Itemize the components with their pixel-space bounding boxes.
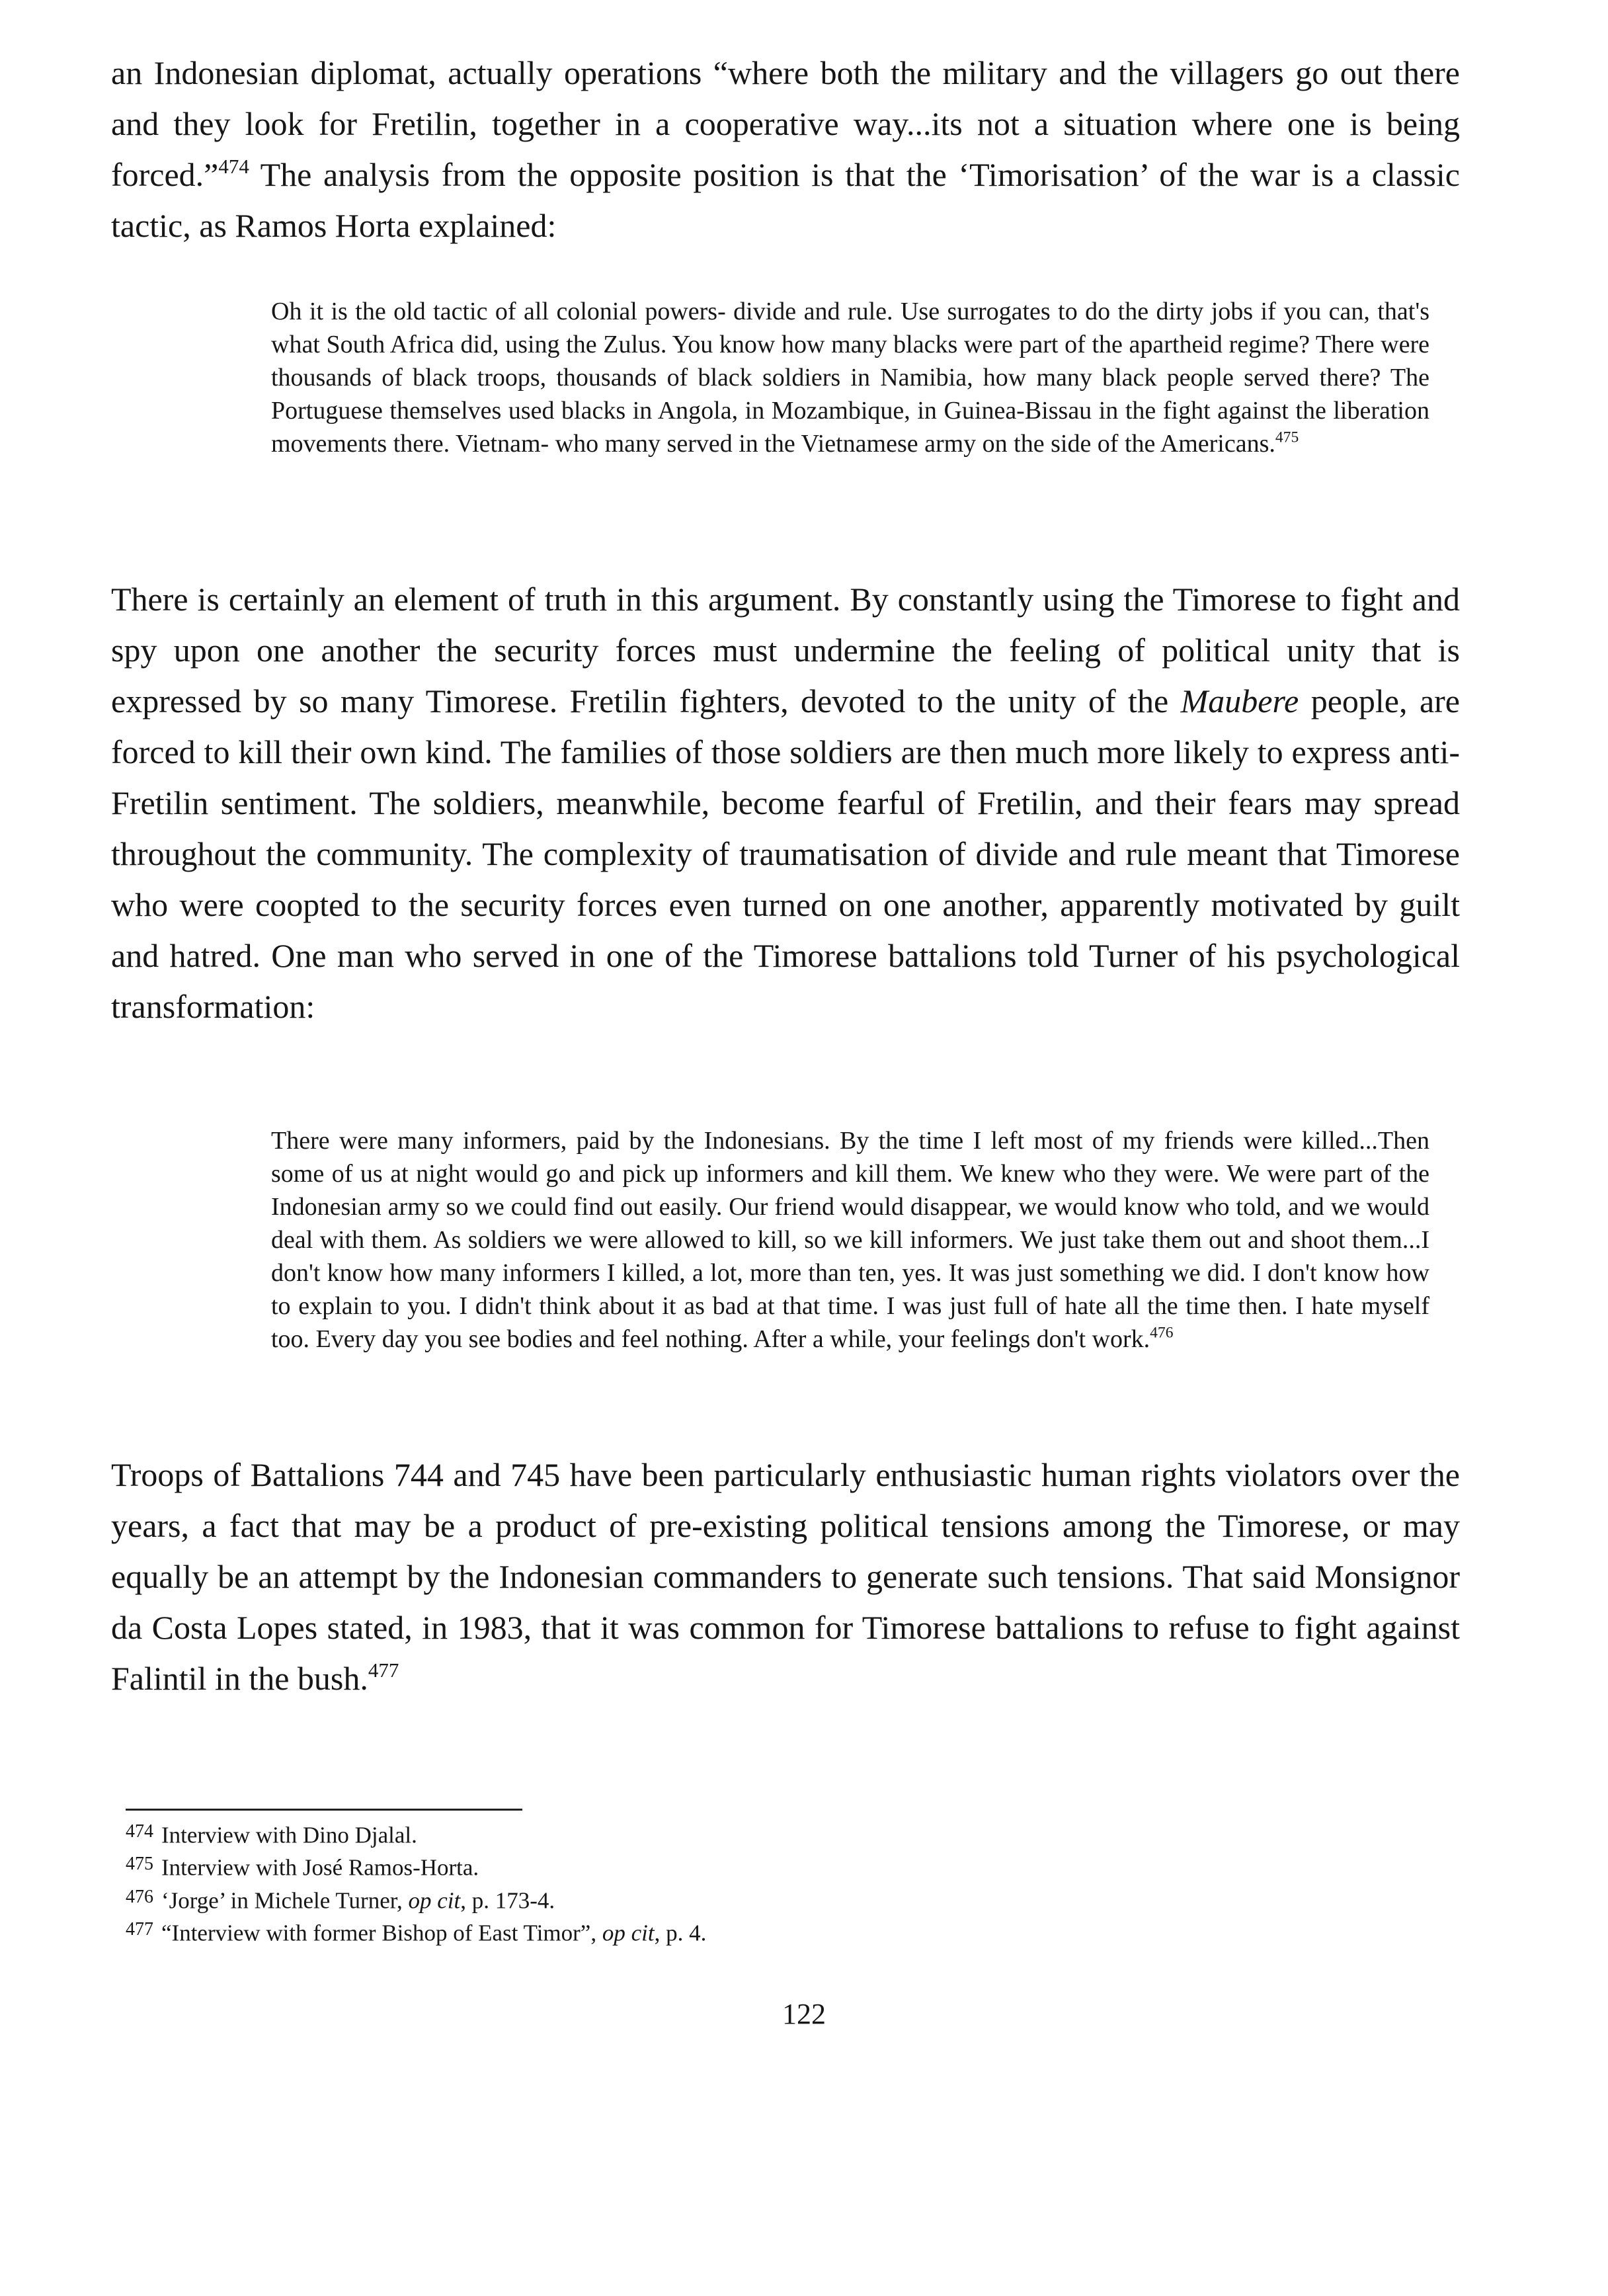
footnote-ref-476: 476 — [1150, 1324, 1174, 1342]
footnote-text: “Interview with former Bishop of East Timor”, — [161, 1920, 602, 1946]
footnote-ref-474: 474 — [218, 154, 249, 178]
footnote-divider — [126, 1809, 522, 1811]
paragraph-text: people, are forced to kill their own kind. The families of those soldiers are then much more likely to express anti-Fretilin sentiment. The soldiers, meanwhile, become fearful of Fretilin, and their fears may spread throughout the community. The complexity of traumatisation of divide and rule meant that Timorese who were coopted to the security forces even turned on one another, apparently motivated by guilt and hatred. One man who served in one of the Timorese battalions told Turner of his psychological transformation: — [111, 682, 1460, 1025]
body-paragraph-2 — [111, 574, 1460, 1032]
footnote-italic: op cit — [408, 1887, 461, 1914]
quote-text: There were many informers, paid by the Indonesians. By the time I left most of my friends were killed...Then some of us at night would go and pick up informers and kill them. We knew who they were. We were part of the Indonesian army so we could find out easily. Our friend would disappear, we would know who told, and we would deal with them. As soldiers we were allowed to kill, so we kill informers. We just take them out and shoot them...I don't know how many informers I killed, a lot, more than ten, yes. It was just something we did. I don't know how to explain to you. I didn't think about it as bad at that time. I was just full of hate all the time then. I hate myself too. Every day you see bodies and feel nothing. After a while, your feelings don't work. — [271, 1127, 1429, 1353]
footnote-text: , p. 4. — [654, 1920, 707, 1946]
footnote-number: 477 — [126, 1919, 153, 1940]
footnote-text: Interview with Dino Djalal. — [161, 1822, 417, 1848]
paragraph-text: The analysis from the opposite position is that the ‘Timorisation’ of the war is a classic tactic, as Ramos Horta explained: — [111, 156, 1460, 244]
paragraph-text: There is certainly an element of truth in this argument. By constantly using the Timorese to fight and spy upon one another the security forces must undermine the feeling of political unity that is expressed by so many Timorese. Fretilin fighters, devoted to the unity of the — [111, 581, 1460, 719]
footnote-text: Interview with José Ramos-Horta. — [161, 1854, 479, 1881]
footnote-number: 474 — [126, 1821, 153, 1842]
footnotes — [126, 1817, 1382, 1948]
footnote-475 — [126, 1850, 1382, 1882]
footnote-ref-477: 477 — [368, 1658, 399, 1682]
body-paragraph-3 — [111, 1450, 1460, 1704]
body-paragraph-1 — [111, 48, 1460, 251]
footnote-477 — [126, 1915, 1382, 1948]
page-number: 122 — [782, 1998, 826, 2030]
footnote-476 — [126, 1883, 1382, 1915]
block-quote-1 — [271, 295, 1429, 460]
block-quote-2 — [271, 1124, 1429, 1356]
footnote-text: ‘Jorge’ in Michele Turner, — [161, 1887, 409, 1914]
footnote-italic: op cit — [602, 1920, 655, 1946]
footnote-474 — [126, 1817, 1382, 1850]
footnote-ref-475: 475 — [1275, 429, 1299, 446]
footnote-number: 475 — [126, 1854, 153, 1875]
quote-text: Oh it is the old tactic of all colonial powers- divide and rule. Use surrogates to do the dirty jobs if you can, that's what South Africa did, using the Zulus. You know how many blacks were part of the apartheid regime? There were thousands of black troops, thousands of black soldiers in Namibia, how many black people served there? The Portuguese themselves used blacks in Angola, in Mozambique, in Guinea-Bissau in the fight against the liberation movements there. Vietnam- who many served in the Vietnamese army on the side of the Americans. — [271, 298, 1429, 458]
footnote-number: 476 — [126, 1886, 153, 1907]
paragraph-text: Troops of Battalions 744 and 745 have been particularly enthusiastic human rights violators over the years, a fact that may be a product of pre-existing political tensions among the Timorese, or may equally be an attempt by the Indonesian commanders to generate such tensions. That said Monsignor da Costa Lopes stated, in 1983, that it was common for Timorese battalions to refuse to fight against Falintil in the bush. — [111, 1456, 1460, 1697]
italic-term: Maubere — [1180, 682, 1299, 719]
footnote-text: , p. 173-4. — [460, 1887, 555, 1914]
paragraph-text: an Indonesian diplomat, actually operations “where both the military and the villagers go out there and they look for Fretilin, together in a cooperative way...its not a situation where one is being forced.” — [111, 54, 1460, 193]
